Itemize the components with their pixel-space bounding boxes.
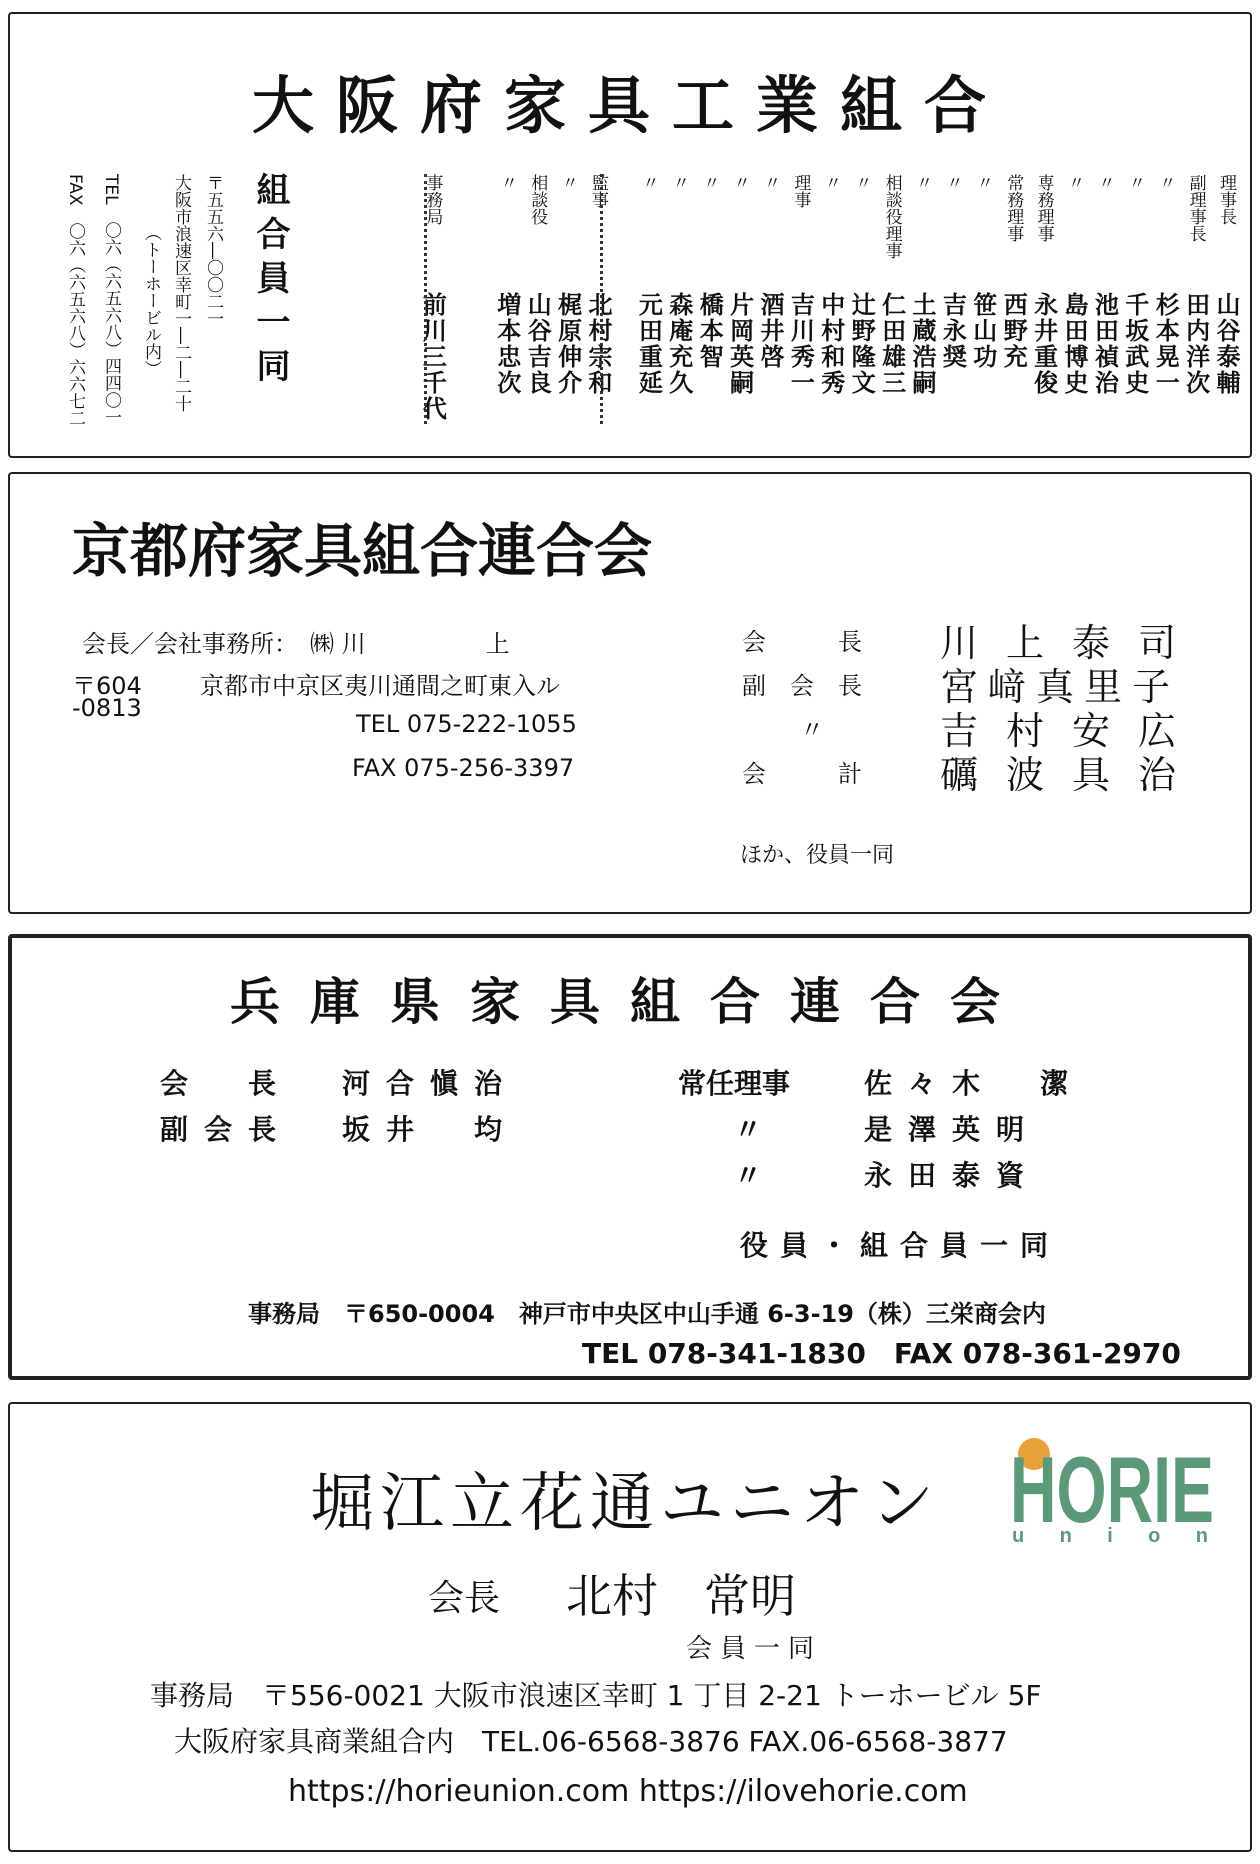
hyogo-name: 佐々木 潔 xyxy=(864,1067,1085,1100)
osaka-officer-column xyxy=(665,174,693,434)
osaka-officer-column xyxy=(817,174,845,434)
osaka-officer-column xyxy=(908,174,936,434)
horie-logo-text: HORIE xyxy=(1010,1437,1214,1542)
osaka-officer-column xyxy=(634,174,662,434)
osaka-officer-name: 前川三千代 xyxy=(418,292,447,422)
osaka-officer-column xyxy=(584,174,612,434)
osaka-officer-column xyxy=(1121,174,1149,434)
osaka-officer-column xyxy=(418,174,446,434)
kyoto-tel: TEL 075-222-1055 xyxy=(356,710,577,738)
hyogo-role: 〃 xyxy=(734,1159,763,1192)
osaka-officer-name: 北村宗和 xyxy=(584,292,612,396)
hyogo-name: 是澤英明 xyxy=(864,1113,1041,1146)
kyoto-postal: 〒604 xyxy=(72,672,142,700)
osaka-officer-role: 相談役 xyxy=(527,174,548,225)
osaka-building: （トーホービル内） xyxy=(141,224,161,377)
horie-chair-name: 北村 常明 xyxy=(566,1569,796,1623)
osaka-officer-column xyxy=(1060,174,1088,434)
kyoto-address: 京都市中京区夷川通間之町東入ル xyxy=(200,672,560,700)
osaka-tel: TEL 〇六（六五六八）四四〇一 xyxy=(101,174,121,426)
osaka-officer-role: 〃 xyxy=(1094,174,1115,191)
osaka-officer-role: 監事 xyxy=(588,174,608,208)
osaka-officer-role: 〃 xyxy=(1155,174,1176,191)
hyogo-role: 〃 xyxy=(734,1113,763,1146)
osaka-officer-name: 島田博史 xyxy=(1060,292,1088,396)
osaka-address: 大阪市浪速区幸町一―二―二十 xyxy=(171,174,191,412)
osaka-officer-name: 梶原伸介 xyxy=(553,292,582,396)
osaka-officer-role: 事務局 xyxy=(422,174,443,225)
kyoto-name: 宮﨑真里子 xyxy=(940,665,1181,709)
hyogo-office: 事務局 〒650-0004 神戸市中央区中山手通 6-3-19（株）三栄商会内 xyxy=(248,1300,1046,1328)
osaka-officer-name: 永井重俊 xyxy=(1029,292,1058,396)
hyogo-role: 副会長 xyxy=(160,1113,293,1146)
osaka-officer-column xyxy=(938,174,966,434)
osaka-officer-name: 山谷吉良 xyxy=(523,292,552,396)
horie-logo xyxy=(1010,1434,1220,1544)
kyoto-fax: FAX 075-256-3397 xyxy=(352,754,575,782)
osaka-officer-role: 〃 xyxy=(820,174,841,191)
osaka-officer-column xyxy=(756,174,784,434)
osaka-officer-name: 土蔵浩嗣 xyxy=(908,292,936,396)
osaka-fax: FAX 〇六（六五六八）六六七二 xyxy=(65,174,85,427)
osaka-officer-role: 〃 xyxy=(760,174,780,191)
osaka-officer-column xyxy=(878,174,906,434)
osaka-officer-column xyxy=(523,174,551,434)
osaka-officer-role: 理事 xyxy=(790,174,811,208)
hyogo-contact: TEL 078-341-1830 FAX 078-361-2970 xyxy=(582,1337,1181,1370)
osaka-officer-role: 相談役理事 xyxy=(881,174,902,259)
horie-contact: 大阪府家具商業組合内 TEL.06-6568-3876 FAX.06-6568-3877 xyxy=(174,1725,1008,1758)
osaka-officer-role: 〃 xyxy=(496,174,517,191)
horie-urls: https://horieunion.com https://ilovehorie.com xyxy=(288,1774,968,1809)
osaka-officer-name: 田内洋次 xyxy=(1181,292,1210,396)
osaka-officer-role: 〃 xyxy=(638,174,659,191)
osaka-officer-role: 〃 xyxy=(668,174,689,191)
osaka-officer-role: 専務理事 xyxy=(1033,174,1054,242)
horie-title: 堀江立花通ユニオン xyxy=(310,1467,940,1541)
osaka-officer-name: 千坂武史 xyxy=(1120,292,1149,396)
osaka-officer-role: 〃 xyxy=(557,174,578,191)
osaka-officer-column xyxy=(554,174,582,434)
osaka-officer-name: 酒井啓 xyxy=(756,292,784,370)
osaka-officer-role: 常務理事 xyxy=(1003,174,1024,242)
kyoto-role: 副 会 長 xyxy=(742,672,862,700)
hyogo-role: 常任理事 xyxy=(678,1067,791,1100)
osaka-title: 大阪府家具工業組合 xyxy=(251,69,1008,142)
osaka-officer-name: 吉川秀一 xyxy=(786,292,815,396)
divider xyxy=(600,174,603,424)
osaka-officer-role: 〃 xyxy=(1064,174,1084,191)
osaka-officer-role: 〃 xyxy=(972,174,993,191)
osaka-officer-role: 副理事長 xyxy=(1185,174,1206,242)
osaka-furniture-ad xyxy=(8,12,1252,458)
horie-chair-label: 会長 xyxy=(428,1578,501,1619)
horie-logo-sub: union xyxy=(1012,1525,1208,1544)
osaka-officer-column xyxy=(493,174,521,434)
osaka-officer-name: 辻野隆文 xyxy=(847,292,876,396)
kyoto-furniture-ad xyxy=(8,472,1252,914)
osaka-officer-name: 仁田雄三 xyxy=(877,292,906,396)
kyoto-role: 〃 xyxy=(800,716,824,744)
hyogo-name: 河合愼治 xyxy=(342,1067,519,1100)
osaka-officer-column xyxy=(695,174,723,434)
osaka-officer-column xyxy=(999,174,1027,434)
osaka-officer-name: 西野充 xyxy=(999,292,1028,370)
horie-union-ad xyxy=(8,1402,1252,1852)
osaka-officer-name: 森庵充久 xyxy=(664,292,693,396)
osaka-officer-column xyxy=(786,174,814,434)
osaka-officer-name: 笹山功 xyxy=(968,292,997,370)
osaka-postal: 〒五五六―〇〇二一 xyxy=(203,174,223,327)
osaka-officer-name: 池田禎治 xyxy=(1090,292,1119,396)
horie-address: 事務局 〒556-0021 大阪市浪速区幸町 1 丁目 2-21 トーホービル 5F xyxy=(150,1679,1042,1712)
osaka-officer-name: 元田重延 xyxy=(634,292,663,396)
osaka-members: 組合員一同 xyxy=(250,172,290,392)
osaka-officer-column xyxy=(1030,174,1058,434)
hyogo-name: 坂井 均 xyxy=(342,1113,519,1146)
osaka-officer-column xyxy=(969,174,997,434)
kyoto-name: 川上泰司 xyxy=(940,621,1205,665)
osaka-officer-column xyxy=(1182,174,1210,434)
horie-members: 会員一同 xyxy=(686,1634,823,1664)
osaka-officer-name: 吉永奨 xyxy=(938,292,967,370)
osaka-officer-role: 〃 xyxy=(699,174,720,191)
hyogo-role: 会 長 xyxy=(160,1067,293,1100)
osaka-officer-role: 〃 xyxy=(729,174,750,191)
kyoto-title: 京都府家具組合連合会 xyxy=(72,517,653,585)
kyoto-postal-2: -0813 xyxy=(72,694,142,722)
osaka-officer-role: 〃 xyxy=(1124,174,1145,191)
osaka-officer-column xyxy=(847,174,875,434)
osaka-officer-name: 中村和秀 xyxy=(816,292,845,396)
osaka-officer-column xyxy=(1090,174,1118,434)
osaka-officer-name: 山谷泰輔 xyxy=(1212,292,1240,396)
kyoto-role: 会 計 xyxy=(742,760,862,788)
kyoto-closing: ほか、役員一同 xyxy=(740,843,895,868)
hyogo-furniture-ad xyxy=(8,934,1252,1380)
osaka-officer-role: 〃 xyxy=(851,174,872,191)
osaka-officer-name: 片岡英嗣 xyxy=(725,292,754,396)
horie-logo-icon xyxy=(1010,1434,1220,1544)
osaka-officer-name: 増本忠次 xyxy=(492,292,521,396)
kyoto-name: 吉村安広 xyxy=(940,709,1205,753)
osaka-officer-role: 〃 xyxy=(912,174,932,191)
osaka-officer-name: 橋本智 xyxy=(695,292,724,370)
kyoto-company: ㈱ 川 上 xyxy=(310,630,510,658)
divider xyxy=(424,174,427,424)
kyoto-role: 会 長 xyxy=(742,628,862,656)
osaka-officer-role: 理事長 xyxy=(1216,174,1236,225)
osaka-officer-role: 〃 xyxy=(942,174,963,191)
hyogo-name: 永田泰資 xyxy=(864,1159,1041,1192)
kyoto-office-label: 会長／会社事務所： xyxy=(82,630,298,658)
osaka-officer-column xyxy=(1212,174,1240,434)
osaka-officer-column xyxy=(726,174,754,434)
hyogo-title: 兵庫県家具組合連合会 xyxy=(230,973,1030,1031)
kyoto-name: 礪波具治 xyxy=(940,753,1205,797)
osaka-officer-name: 杉本晃一 xyxy=(1151,292,1180,396)
osaka-officer-column xyxy=(1151,174,1179,434)
hyogo-members: 役員・組合員一同 xyxy=(740,1229,1061,1262)
